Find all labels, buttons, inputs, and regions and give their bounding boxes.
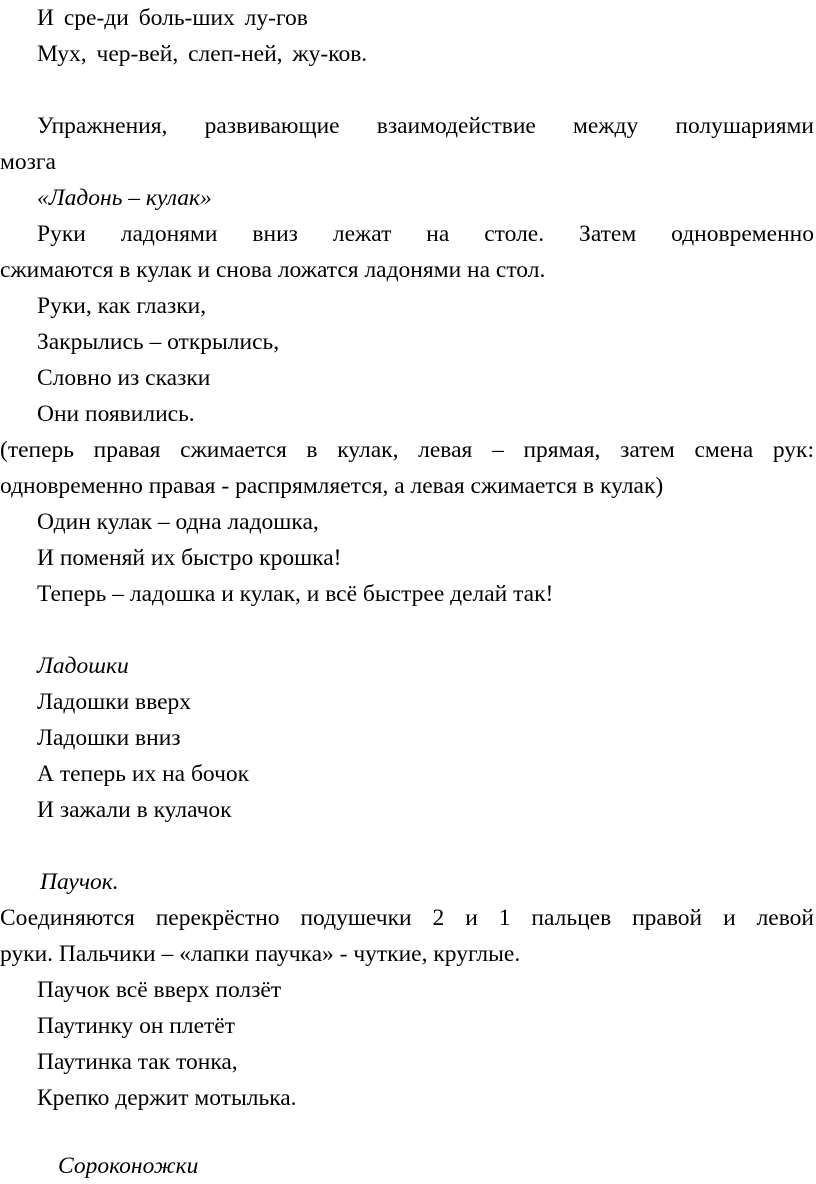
note-line-1: (теперь правая сжимается в кулак, левая – прямая, затем смена рук: <box>0 437 814 463</box>
exercise-title-palms: Ладошки <box>37 653 129 679</box>
poem-line-14: Паучок всё вверх ползёт <box>37 977 282 1003</box>
poem-line-15: Паутинку он плетёт <box>37 1013 235 1039</box>
poem-line-3: Руки, как глазки, <box>37 293 207 319</box>
poem-line-9: Теперь – ладошка и кулак, и всё быстрее делай так! <box>37 581 554 607</box>
note-line-2: одновременно правая - распрямляется, а левая сжимается в кулак) <box>0 473 664 499</box>
instruction-line-4: руки. Пальчики – «лапки паучка» - чуткие, круглые. <box>0 941 521 967</box>
poem-line-6: Они появились. <box>37 401 195 427</box>
section-heading-exercises-cont: мозга <box>0 149 56 175</box>
instruction-line-1: Руки ладонями вниз лежат на столе. Затем одновременно <box>37 221 814 247</box>
poem-line-2: Мух, чер-вей, слеп-ней, жу-ков. <box>37 41 368 67</box>
poem-line-7: Один кулак – одна ладошка, <box>37 509 319 535</box>
poem-line-17: Крепко держит мотылька. <box>37 1085 297 1111</box>
instruction-line-3: Соединяются перекрёстно подушечки 2 и 1 пальцев правой и левой <box>0 905 814 931</box>
poem-line-8: И поменяй их быстро крошка! <box>37 545 342 571</box>
exercise-title-spider: Паучок. <box>40 869 119 895</box>
poem-line-13: И зажали в кулачок <box>37 797 232 823</box>
poem-line-10: Ладошки вверх <box>37 689 192 715</box>
poem-line-11: Ладошки вниз <box>37 725 181 751</box>
poem-line-5: Словно из сказки <box>37 365 211 391</box>
instruction-line-2: сжимаются в кулак и снова ложатся ладонями на стол. <box>0 257 546 283</box>
poem-line-12: А теперь их на бочок <box>37 761 250 787</box>
poem-line-1: И сре-ди боль-ших лу-гов <box>37 5 308 31</box>
section-heading-exercises: Упражнения, развивающие взаимодействие между полушариями <box>37 113 814 139</box>
poem-line-16: Паутинка так тонка, <box>37 1049 238 1075</box>
exercise-title-centipedes: Сороконожки <box>58 1153 199 1179</box>
poem-line-4: Закрылись – открылись, <box>37 329 280 355</box>
exercise-title-palm-fist: «Ладонь – кулак» <box>37 185 212 211</box>
